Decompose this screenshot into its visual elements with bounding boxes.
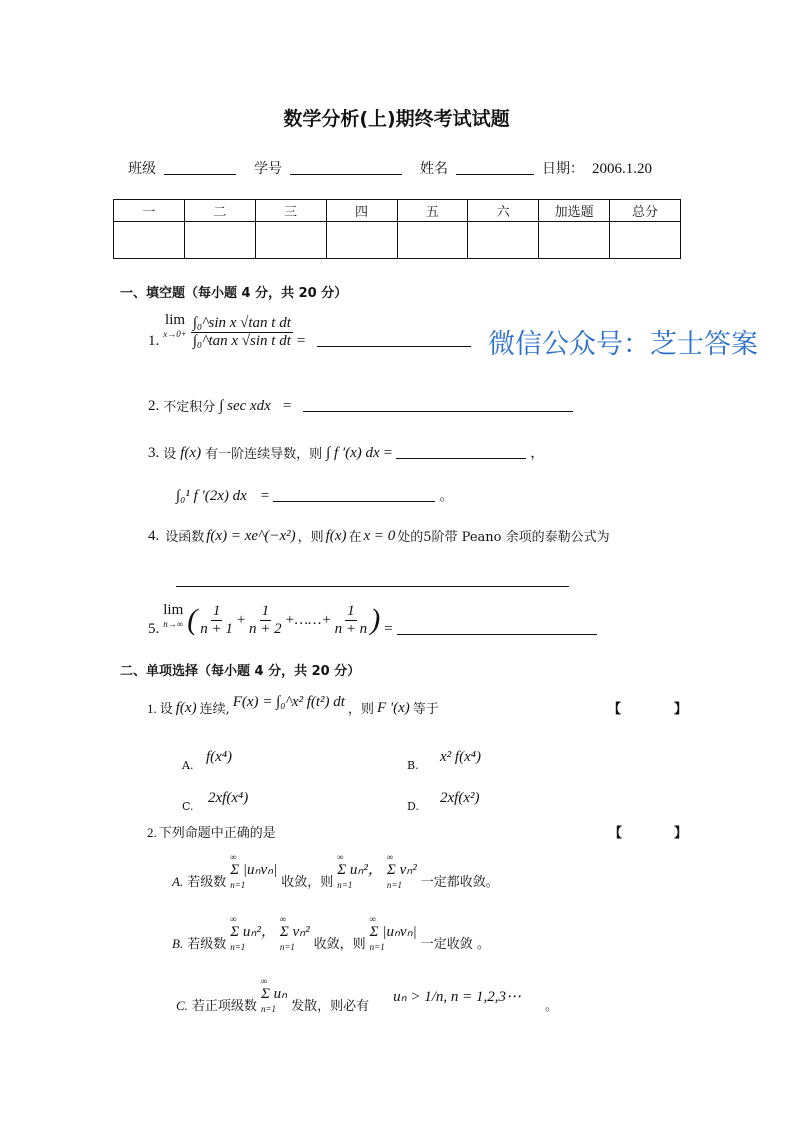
inequality-expr: uₙ > 1/n, n = 1,2,3⋯: [393, 988, 521, 1005]
math-expr: ∫₀¹ f '(2x) dx: [176, 488, 247, 504]
q-number: 1.: [148, 332, 160, 349]
numerator: ∫₀^sin x √tan t dt: [192, 314, 291, 331]
score-header: 二: [184, 200, 255, 222]
option-label: C.: [176, 997, 188, 1013]
id-field[interactable]: [290, 174, 402, 175]
s1-question-5: [148, 602, 597, 638]
option-label: A.: [172, 873, 184, 889]
score-cell[interactable]: [184, 222, 255, 259]
score-header: 四: [326, 200, 397, 222]
fraction: $\frac{1}{n + 1}$: [200, 602, 233, 637]
sum-sup: ∞: [230, 914, 237, 924]
answer-blank[interactable]: [317, 346, 471, 347]
series: [230, 852, 277, 890]
score-cell[interactable]: [397, 222, 468, 259]
equals: =: [383, 445, 393, 461]
equals: =: [282, 398, 292, 414]
score-cell[interactable]: [610, 222, 681, 259]
denominator: ∫₀^tan x √sin t dt: [192, 332, 291, 349]
answer-bracket-left: 【: [608, 826, 622, 841]
series-expr: Σ uₙ²，: [230, 924, 276, 941]
series: [261, 976, 287, 1014]
series-expr: Σ uₙ: [260, 986, 288, 1003]
series-expr: Σ |uₙvₙ|: [230, 862, 278, 879]
equals: =: [260, 488, 270, 504]
answer-blank[interactable]: [397, 634, 597, 635]
class-label: 班级: [128, 161, 156, 177]
period: 。: [439, 488, 455, 504]
option-value[interactable]: f(x⁴): [206, 749, 233, 765]
math-deriv: F '(x): [376, 700, 410, 716]
sum-sub: n=1: [337, 879, 353, 890]
score-cell[interactable]: [539, 222, 610, 259]
answer-bracket-left: 【: [607, 702, 621, 717]
s1-question-2: [148, 396, 573, 415]
math-expr: F(x) = ∫₀^x² f(t²) dt: [232, 694, 345, 710]
q-text: 设: [163, 447, 177, 462]
sum-sup: ∞: [230, 852, 237, 862]
sum-sub: n=1: [230, 941, 246, 952]
s1-question-3-part2: [176, 484, 454, 505]
q-text: ，则: [347, 702, 374, 717]
option-label: C.: [182, 800, 194, 813]
limit: [163, 602, 183, 630]
option-b[interactable]: [172, 914, 490, 952]
q-number: 2.: [147, 825, 157, 840]
watermark: 微信公众号：芝士答案: [488, 329, 758, 360]
math-expr: f(x) = xe^(−x²): [206, 528, 296, 544]
q-text: 有一阶连续导数，则: [205, 447, 323, 462]
series-expr: Σ uₙ²，: [337, 862, 383, 879]
s1-question-4: [148, 526, 610, 545]
option-text: 若级数: [187, 874, 227, 890]
sum-expression: [187, 603, 380, 638]
option-text: 。: [544, 998, 558, 1014]
option-a[interactable]: [172, 852, 499, 890]
id-label: 学号: [254, 161, 282, 177]
student-info: [128, 158, 652, 178]
option-value[interactable]: 2xf(x⁴): [208, 790, 249, 806]
score-cell[interactable]: [114, 222, 185, 259]
math-fx: f(x): [325, 528, 347, 544]
paren: (: [187, 603, 198, 637]
math-cond: x = 0: [363, 528, 396, 544]
option-text: 收敛，则: [313, 936, 366, 952]
score-cell[interactable]: [255, 222, 326, 259]
q-number: 2.: [148, 398, 160, 414]
series: [370, 914, 417, 952]
fraction: $\frac{1}{n + n}$: [334, 602, 368, 637]
ellipsis: +……+: [284, 611, 332, 628]
comma: ，: [530, 445, 546, 461]
section1-heading: 一、填空题（每小题 4 分，共 20 分）: [120, 286, 348, 301]
score-header: 三: [255, 200, 326, 222]
sum-sup: ∞: [337, 852, 344, 862]
sum-sub: n=1: [260, 1003, 277, 1014]
s1-question-1: [148, 312, 471, 350]
s2-question-1: [147, 694, 687, 717]
paren: ): [370, 603, 381, 637]
option-text: 一定都收敛。: [420, 874, 499, 890]
name-label: 姓名: [420, 161, 448, 177]
sum-sup: ∞: [386, 852, 394, 862]
q-text: 不定积分: [163, 400, 216, 415]
q-number: 3.: [148, 445, 160, 461]
option-text: 若正项级数: [191, 998, 257, 1014]
fraction: $\frac{1}{n + 2}$: [249, 602, 282, 637]
option-label: D.: [407, 800, 419, 813]
q-text: 设函数: [165, 530, 205, 545]
lim: lim: [165, 312, 186, 328]
equals: =: [384, 620, 393, 637]
lim-sub: x→0+: [163, 329, 187, 340]
sum-sub: n=1: [279, 941, 295, 952]
page-title: 数学分析(上)期终考试试题: [283, 108, 510, 130]
limit: [163, 312, 187, 340]
sum-sub: n=1: [386, 879, 402, 890]
series: [280, 914, 310, 952]
math-expr: ∫ sec xdx: [219, 398, 271, 414]
score-cell[interactable]: [468, 222, 539, 259]
series-expr: Σ vₙ²: [386, 862, 417, 879]
score-header: 总分: [610, 200, 681, 222]
s2-question-2: [147, 822, 687, 841]
score-header: 五: [397, 200, 468, 222]
option-text: 若级数: [187, 936, 227, 952]
q-number: 1.: [147, 701, 157, 716]
score-header: 加选题: [539, 200, 610, 222]
option-text: 一定收敛 。: [420, 936, 490, 952]
lim: lim: [163, 602, 184, 618]
q-number: 5.: [148, 620, 160, 637]
score-cell[interactable]: [326, 222, 397, 259]
option-text: 收敛，则: [281, 874, 334, 890]
section2-heading: 二、单项选择（每小题 4 分，共 20 分）: [120, 664, 361, 679]
date-label: 日期：: [542, 161, 584, 177]
answer-blank[interactable]: [396, 458, 526, 459]
q-text: 连续,: [199, 702, 230, 717]
series-expr: Σ vₙ²: [279, 924, 310, 941]
sum-sup: ∞: [279, 914, 287, 924]
score-header: 六: [468, 200, 539, 222]
name-field[interactable]: [456, 174, 534, 175]
sum-sub: n=1: [369, 941, 385, 952]
q-text: 处的5阶带 Peano 余项的泰勒公式为: [397, 530, 610, 545]
date-value: 2006.1.20: [592, 161, 652, 177]
option-label: B.: [172, 935, 184, 951]
s1-question-3: [148, 441, 545, 462]
answer-blank[interactable]: [176, 586, 569, 587]
q-number: 4.: [148, 528, 160, 544]
math-fx: f(x): [180, 445, 202, 461]
series: [230, 914, 276, 952]
option-c[interactable]: [176, 976, 558, 1014]
option-label: B.: [407, 759, 419, 772]
q-text: 在: [348, 530, 362, 545]
score-table: [113, 199, 681, 259]
series: [387, 852, 417, 890]
sum-sub: n=1: [230, 879, 246, 890]
answer-blank[interactable]: [273, 501, 435, 502]
plus: +: [235, 611, 247, 628]
class-field[interactable]: [164, 174, 236, 175]
score-header: 一: [114, 200, 185, 222]
q-text: ，则: [297, 530, 324, 545]
sum-sup: ∞: [260, 976, 268, 986]
option-text: 发散，则必有: [291, 998, 370, 1014]
math-fx: f(x): [175, 700, 197, 716]
sum-sup: ∞: [369, 914, 377, 924]
equals: =: [296, 332, 306, 349]
answer-bracket-right[interactable]: 】: [673, 702, 687, 717]
series-expr: Σ |uₙvₙ|: [369, 924, 417, 941]
option-value[interactable]: 2xf(x²): [440, 790, 480, 806]
option-value[interactable]: x² f(x⁴): [440, 749, 481, 765]
q-text: 下列命题中正确的是: [158, 826, 276, 841]
fraction: [191, 315, 293, 350]
answer-bracket-right[interactable]: 】: [673, 826, 687, 841]
series: [337, 852, 383, 890]
math-expr: ∫ f '(x) dx: [326, 445, 380, 461]
lim-sub: n→∞: [163, 619, 184, 630]
q-text: 等于: [412, 702, 439, 717]
answer-blank[interactable]: [303, 411, 573, 412]
q-text: 设: [159, 702, 173, 717]
option-label: A.: [182, 759, 194, 772]
